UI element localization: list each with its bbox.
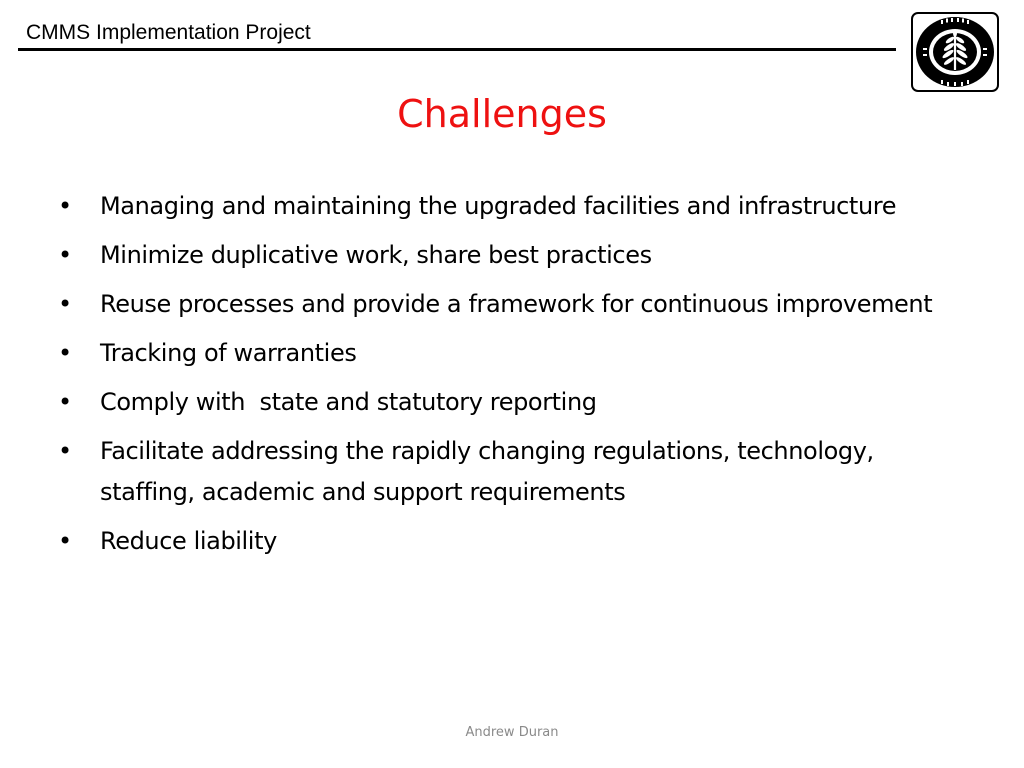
bullet-text: Comply with state and statutory reporting — [100, 388, 597, 416]
bullet-icon: • — [58, 527, 72, 555]
list-item — [56, 284, 936, 325]
header-title: CMMS Implementation Project — [26, 21, 311, 44]
list-item — [56, 235, 936, 276]
bullet-icon: • — [58, 437, 72, 465]
bullet-icon: • — [58, 241, 72, 269]
bullet-text: Tracking of warranties — [100, 339, 357, 367]
bullet-text: Facilitate addressing the rapidly changing regulations, technology, staffing, academic and support requirements — [100, 437, 881, 506]
bullet-icon: • — [58, 339, 72, 367]
list-item — [56, 431, 936, 513]
district-seal-icon — [911, 12, 999, 92]
bullet-text: Minimize duplicative work, share best practices — [100, 241, 652, 269]
bullet-list — [56, 186, 936, 570]
bullet-icon: • — [58, 290, 72, 318]
header-divider — [18, 48, 896, 51]
bullet-icon: • — [58, 192, 72, 220]
bullet-icon: • — [58, 388, 72, 416]
bullet-text: Reuse processes and provide a framework for continuous improvement — [100, 290, 933, 318]
list-item — [56, 186, 936, 227]
bullet-text: Reduce liability — [100, 527, 277, 555]
bullet-text: Managing and maintaining the upgraded facilities and infrastructure — [100, 192, 897, 220]
list-item — [56, 333, 936, 374]
slide-title: Challenges — [397, 92, 607, 136]
list-item — [56, 382, 936, 423]
footer-author: Andrew Duran — [465, 725, 559, 740]
list-item — [56, 521, 936, 562]
